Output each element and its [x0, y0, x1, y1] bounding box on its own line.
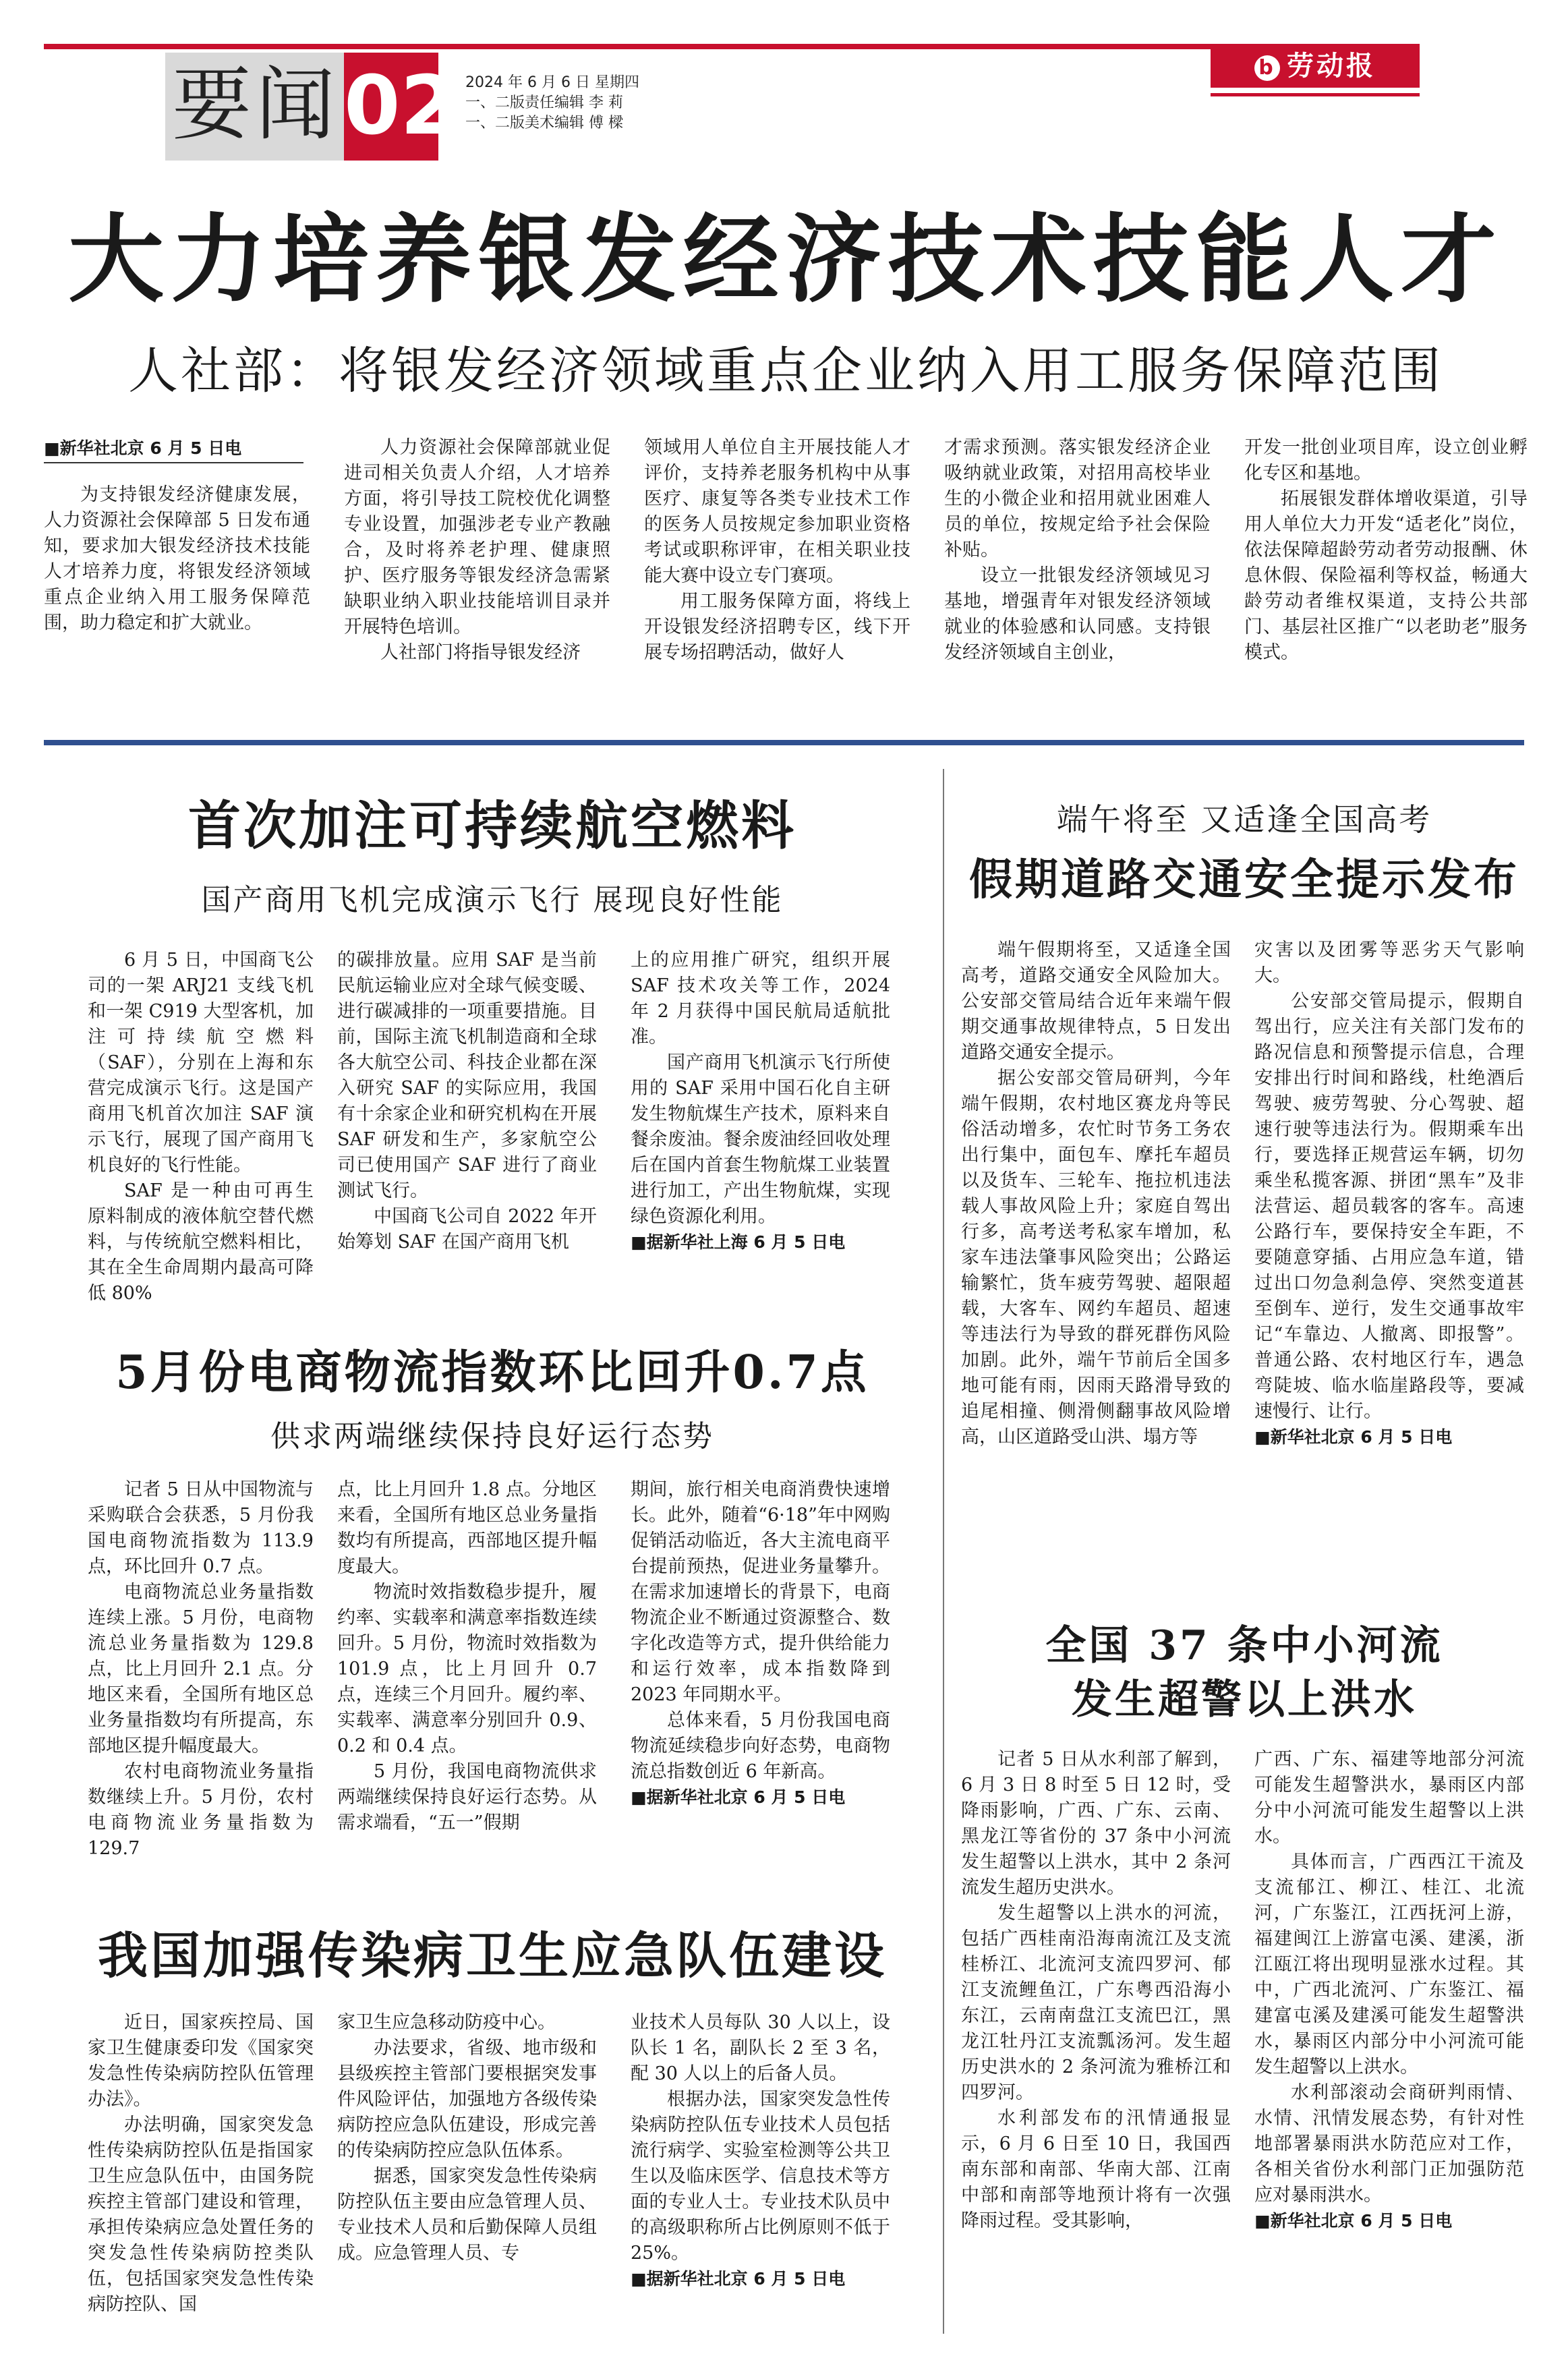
paragraph: 用工服务保障方面，将线上开设银发经济招聘专区，线下开展专场招聘活动，做好人	[644, 591, 910, 663]
traffic-column-1	[961, 938, 1231, 1450]
paragraph: 国产商用飞机演示飞行所使用的 SAF 采用中国石化自主研发生物航煤生产技术，原料来自餐余废油。餐余废油经回收处理后在国内首套生物航煤工业装置进行加工，产出生物航煤，实现绿色资源化利用。	[631, 1052, 890, 1227]
newspaper-logo	[1211, 44, 1420, 88]
lead-column-1	[44, 482, 310, 636]
traffic-headline: 假期道路交通安全提示发布	[969, 855, 1519, 905]
flood-column-2	[1254, 1747, 1524, 2234]
traffic-kicker: 端午将至 又适逢全国高考	[1056, 801, 1432, 838]
saf-headline: 首次加注可持续航空燃料	[187, 795, 796, 857]
flood-column-1	[961, 1747, 1231, 2234]
paragraph: 业技术人员每队 30 人以上，设队长 1 名，副队长 2 至 3 名，配 30 人以上的后备人员。	[631, 2012, 890, 2084]
art-editor-line: 一、二版美术编辑 傅 樑	[465, 115, 623, 132]
paragraph: 端午假期将至，又适逢全国高考，道路交通安全风险加大。公安部交管局结合近年来端午假期交通事故规律特点，5 日发出道路交通安全提示。	[961, 940, 1231, 1063]
section-divider	[44, 740, 1524, 745]
lead-column-3	[644, 435, 910, 666]
paragraph: 发生超警以上洪水的河流，包括广西桂南沿海南流江及支流桂桥江、北流河支流四罗河、郁江支流鲤鱼江，广东粤西沿海小东江，云南南盘江支流巴江，黑龙江牡丹江支流瓢汤河。发生超历史洪水的 2 条河流为雅桥江和四罗河。	[961, 1903, 1231, 2103]
paragraph: 设立一批银发经济领域见习基地，增强青年对银发经济领域就业的体验感和认同感。支持银发经济领域自主创业，	[944, 565, 1211, 663]
lead-headline: 大力培养银发经济技术技能人才	[68, 204, 1503, 316]
saf-dateline: ■据新华社上海 6 月 5 日电	[631, 1232, 846, 1252]
paragraph: 中国商飞公司自 2022 年开始筹划 SAF 在国产商用飞机	[337, 1206, 597, 1253]
paragraph: 水利部发布的汛情通报显示，6 月 6 日至 10 日，我国西南东部和南部、华南大部、江南中部和南部等地预计将有一次强降雨过程。受其影响，	[961, 2108, 1231, 2231]
paragraph: 近日，国家疾控局、国家卫生健康委印发《国家突发急性传染病防控队伍管理办法》。	[88, 2012, 314, 2110]
lead-subheadline: 人社部：将银发经济领域重点企业纳入用工服务保障范围	[128, 342, 1443, 400]
paragraph: 人力资源社会保障部就业促进司相关负责人介绍，人才培养方面，将引导技工院校优化调整专业设置，加强涉老专业产教融合，及时将养老护理、健康照护、医疗服务等银发经济急需紧缺职业纳入职业技能培训目录并开展特色培训。	[344, 437, 610, 637]
paragraph: 上的应用推广研究，组织开展 SAF 技术攻关等工作，2024 年 2 月获得中国民航局适航批准。	[631, 950, 890, 1047]
paragraph: 公安部交管局提示，假期自驾出行，应关注有关部门发布的路况信息和预警提示信息，合理安排出行时间和路线，杜绝酒后驾驶、疲劳驾驶、分心驾驶、超速行驶等违法行为。假期乘车出行，要选择正规营运车辆，切勿乘坐私揽客源、拼团“黑车”及非法营运、超员载客的客车。高速公路行车，要保持安全车距，不要随意穿插、占用应急车道，错过出口勿急刹急停、突然变道甚至倒车、逆行，发生交通事故牢记“车靠边、人撤离、即报警”。普通公路、农村地区行车，遇急弯陡坡、临水临崖路段等，要减速慢行、让行。	[1254, 991, 1524, 1422]
paragraph: 广西、广东、福建等地部分河流可能发生超警洪水，暴雨区内部分中小河流可能发生超警以上洪水。	[1254, 1749, 1524, 1847]
lead-column-5	[1244, 435, 1528, 666]
paragraph: 开发一批创业项目库，设立创业孵化专区和基地。	[1244, 437, 1528, 484]
paragraph: 为支持银发经济健康发展，人力资源社会保障部 5 日发布通知，要求加大银发经济技术技能人才培养力度，将银发经济领域重点企业纳入用工服务保障范围，助力稳定和扩大就业。	[44, 484, 310, 633]
paragraph: 总体来看，5 月份我国电商物流延续稳步向好态势，电商物流总指数创近 6 年新高。	[631, 1710, 890, 1782]
section-name: 要闻	[172, 58, 340, 151]
paragraph: 水利部滚动会商研判雨情、水情、汛情发展态势，有针对性地部署暴雨洪水防范应对工作，各相关省份水利部门正加强防范应对暴雨洪水。	[1254, 2082, 1524, 2206]
paragraph: 记者 5 日从中国物流与采购联合会获悉，5 月份我国电商物流指数为 113.9 点，环比回升 0.7 点。	[88, 1479, 314, 1577]
paragraph: 根据办法，国家突发急性传染病防控队伍专业技术人员包括流行病学、实验室检测等公共卫生以及临床医学、信息技术等方面的专业人士。专业技术队员中的高级职称所占比例原则不低于 25%。	[631, 2089, 890, 2264]
traffic-column-2	[1254, 938, 1524, 1450]
paragraph: 点，比上月回升 1.8 点。分地区来看，全国所有地区总业务量指数均有所提高，西部地区提升幅度最大。	[337, 1479, 597, 1577]
paragraph: 据公安部交管局研判，今年端午假期，农村地区赛龙舟等民俗活动增多，农忙时节务工务农出行集中，面包车、摩托车超员以及货车、三轮车、拖拉机违法载人事故风险上升；家庭自驾出行多，高考送考私家车增加，私家车违法肇事风险突出；公路运输繁忙，货车疲劳驾驶、超限超载，大客车、网约车超员、超速等违法行为导致的群死群伤风险加剧。此外，端午节前后全国多地可能有雨，因雨天路滑导致的追尾相撞、侧滑侧翻事故风险增高，山区道路受山洪、塌方等	[961, 1068, 1231, 1447]
paragraph: 记者 5 日从水利部了解到，6 月 3 日 8 时至 5 日 12 时，受降雨影响，广西、广东、云南、黑龙江等省份的 37 条中小河流发生超警以上洪水，其中 2 条河流发生超历史洪水。	[961, 1749, 1231, 1898]
logo-underline	[1211, 93, 1420, 96]
paragraph: 农村电商物流业务量指数继续上升。5 月份，农村电商物流业务量指数为 129.7	[88, 1761, 314, 1859]
paragraph: SAF 是一种由可再生原料制成的液体航空替代燃料，与传统航空燃料相比，其在全生命周期内最高可降低 80%	[88, 1180, 314, 1304]
paragraph: 办法要求，省级、地市级和县级疾控主管部门要根据突发事件风险评估，加强地方各级传染病防控应急队伍建设，形成完善的传染病防控应急队伍体系。	[337, 2038, 597, 2161]
top-red-rule	[44, 44, 1214, 49]
paragraph: 电商物流总业务量指数连续上涨。5 月份，电商物流总业务量指数为 129.8 点，比上月回升 2.1 点。分地区来看，全国所有地区总业务量指数均有所提高，东部地区提升幅度最大。	[88, 1582, 314, 1756]
health-column-2	[337, 2010, 597, 2266]
paragraph: 期间，旅行相关电商消费快速增长。此外，随着“6·18”年中网购促销活动临近，各大主流电商平台提前预热，促进业务量攀升。在需求加速增长的背景下，电商物流企业不断通过资源整合、数字化改造等方式，提升供给能力和运行效率，成本指数降到 2023 年同期水平。	[631, 1479, 890, 1705]
saf-column-2	[337, 948, 597, 1255]
health-headline: 我国加强传染病卫生应急队伍建设	[98, 1927, 887, 1985]
paragraph: 的碳排放量。应用 SAF 是当前民航运输业应对全球气候变暖、进行碳减排的一项重要措施。目前，国际主流飞机制造商和全球各大航空公司、科技企业都在深入研究 SAF 的实际应用，我国有十余家企业和研究机构在开展 SAF 研发和生产，多家航空公司已使用国产 SAF 进行了商业测试飞行。	[337, 950, 597, 1201]
logistics-dateline: ■据新华社北京 6 月 5 日电	[631, 1787, 846, 1807]
flood-headline-line-1: 全国 37 条中小河流	[1045, 1622, 1443, 1669]
saf-subheadline: 国产商用飞机完成演示飞行 展现良好性能	[201, 883, 784, 917]
column-rule	[943, 769, 944, 2334]
paragraph: 拓展银发群体增收渠道，引导用人单位大力开发“适老化”岗位，依法保障超龄劳动者劳动报酬、休息休假、保险福利等权益，畅通大龄劳动者维权渠道，支持公共部门、基层社区推广“以老助老”服务模式。	[1244, 488, 1528, 663]
paragraph: 据悉，国家突发急性传染病防控队伍主要由应急管理人员、专业技术人员和后勤保障人员组成。应急管理人员、专	[337, 2166, 597, 2264]
issue-info	[465, 73, 639, 134]
paragraph: 5 月份，我国电商物流供求两端继续保持良好运行态势。从需求端看，“五一”假期	[337, 1761, 597, 1833]
paragraph: 家卫生应急移动防疫中心。	[337, 2012, 556, 2033]
health-dateline: ■据新华社北京 6 月 5 日电	[631, 2269, 846, 2289]
paragraph: 领域用人单位自主开展技能人才评价，支持养老服务机构中从事医疗、康复等各类专业技术工作的医务人员按规定参加职业资格考试或职称评审，在相关职业技能大赛中设立专门赛项。	[644, 437, 910, 586]
issue-date: 2024 年 6 月 6 日 星期四	[465, 74, 639, 91]
saf-column-1	[88, 948, 314, 1306]
logistics-subheadline: 供求两端继续保持良好运行态势	[270, 1419, 714, 1454]
logistics-column-1	[88, 1477, 314, 1862]
flood-headline	[964, 1619, 1524, 1727]
health-column-3	[631, 2010, 890, 2292]
logo-emblem-icon: b	[1254, 55, 1280, 81]
health-column-1	[88, 2010, 314, 2318]
lead-dateline: ■新华社北京 6 月 5 日电	[44, 435, 303, 463]
lead-column-2	[344, 435, 610, 666]
logistics-headline: 5月份电商物流指数环比回升0.7点	[115, 1346, 869, 1400]
paragraph: 6 月 5 日，中国商飞公司的一架 ARJ21 支线飞机和一架 C919 大型客机，加注可持续航空燃料（SAF），分别在上海和东营完成演示飞行。这是国产商用飞机首次加注 SAF 演示飞行，展现了国产商用飞机良好的飞行性能。	[88, 950, 314, 1176]
newspaper-name: 劳动报	[1287, 50, 1376, 82]
paragraph: 具体而言，广西西江干流及支流郁江、柳江、桂江、北流河，广东鉴江，江西抚河上游，福建闽江上游富屯溪、建溪，浙江瓯江将出现明显涨水过程。其中，广西北流河、广东鉴江、福建富屯溪及建溪可能发生超警洪水，暴雨区内部分中小河流可能发生超警以上洪水。	[1254, 1851, 1524, 2077]
lead-column-4	[944, 435, 1211, 666]
saf-column-3	[631, 948, 890, 1255]
page-number: 02	[344, 53, 438, 161]
paragraph: 物流时效指数稳步提升，履约率、实载率和满意率指数连续回升。5 月份，物流时效指数为 101.9 点，比上月回升 0.7 点，连续三个月回升。履约率、实载率、满意率分别回升 0.9、0.2 和 0.4 点。	[337, 1582, 597, 1756]
flood-dateline: ■新华社北京 6 月 5 日电	[1254, 2211, 1453, 2231]
logistics-column-3	[631, 1477, 890, 1810]
editor-line: 一、二版责任编辑 李 莉	[465, 94, 623, 111]
paragraph: 办法明确，国家突发急性传染病防控队伍是指国家卫生应急队伍中，由国务院疾控主管部门建设和管理，承担传染病应急处置任务的突发急性传染病防控类队伍，包括国家突发急性传染病防控队、国	[88, 2115, 314, 2315]
paragraph: 人社部门将指导银发经济	[380, 642, 581, 663]
flood-headline-line-2: 发生超警以上洪水	[1072, 1676, 1417, 1723]
paragraph: 才需求预测。落实银发经济企业吸纳就业政策，对招用高校毕业生的小微企业和招用就业困难人员的单位，按规定给予社会保险补贴。	[944, 437, 1211, 561]
logistics-column-2	[337, 1477, 597, 1836]
paragraph: 灾害以及团雾等恶劣天气影响大。	[1254, 940, 1524, 986]
traffic-dateline: ■新华社北京 6 月 5 日电	[1254, 1427, 1453, 1447]
